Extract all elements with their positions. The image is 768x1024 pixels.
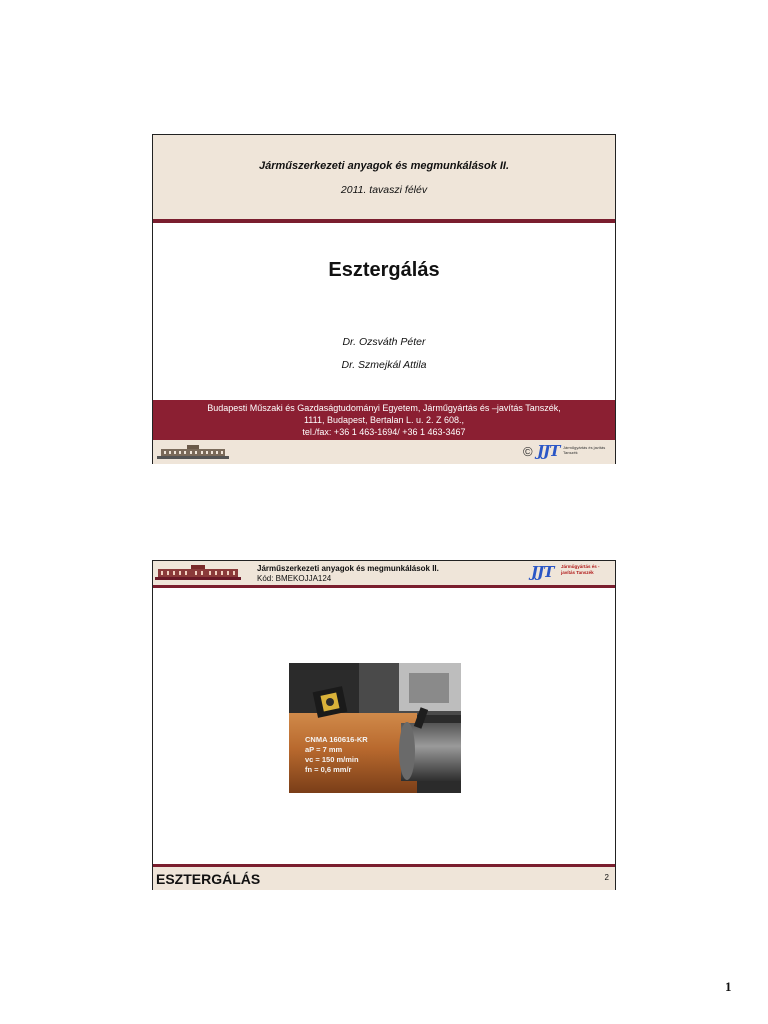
slide-footer <box>153 440 615 464</box>
address-line-3: tel./fax: +36 1 463-1694/ +36 1 463-3467 <box>302 427 466 437</box>
author-2: Dr. Szmejkál Attila <box>341 359 427 371</box>
jjt-logo <box>523 442 607 462</box>
university-building-icon <box>155 565 241 581</box>
logo-caption: Járműgyártás és javítás Tanszék <box>563 445 606 455</box>
depth-of-cut: aP = 7 mm <box>305 745 343 754</box>
address-line-2: 1111, Budapest, Bertalan L. u. 2. Z 608., <box>303 415 465 425</box>
content-slide <box>152 560 616 890</box>
semester: 2011. tavaszi félév <box>340 184 428 196</box>
divider <box>153 219 615 223</box>
jjt-logo <box>527 562 613 584</box>
slide-title: Esztergálás <box>328 259 440 281</box>
jjt-logo-icon: JJT <box>531 563 554 581</box>
turning-photo <box>289 663 461 793</box>
author-1: Dr. Ozsváth Péter <box>342 336 426 348</box>
copyright-symbol: © <box>523 444 533 459</box>
course-title: Járműszerkezeti anyagok és megmunkálások II. <box>257 564 439 573</box>
slide-number: 2 <box>604 873 609 882</box>
divider <box>153 585 615 588</box>
footer-label: ESZTERGÁLÁS <box>156 871 261 887</box>
address-band <box>153 400 615 440</box>
title-slide <box>152 134 616 464</box>
cutting-speed: vc = 150 m/min <box>305 755 359 764</box>
jjt-logo-icon: JJT <box>537 442 560 460</box>
slide-header <box>153 561 615 585</box>
course-title: Járműszerkezeti anyagok és megmunkálások II. <box>258 160 510 172</box>
course-code: Kód: BMEKOJJA124 <box>257 574 332 583</box>
address-line-1: Budapesti Műszaki és Gazdaságtudományi Egyetem, Járműgyártás és –javítás Tanszék, <box>207 403 561 413</box>
logo-caption: Járműgyártás és -javítás Tanszék <box>561 564 600 575</box>
university-building-icon <box>157 444 229 460</box>
insert-code: CNMA 160616-KR <box>305 735 368 744</box>
feed-rate: fn = 0,6 mm/r <box>305 765 352 774</box>
page-number: 1 <box>725 979 732 994</box>
slide-header <box>153 135 615 219</box>
slide-footer <box>153 864 615 890</box>
